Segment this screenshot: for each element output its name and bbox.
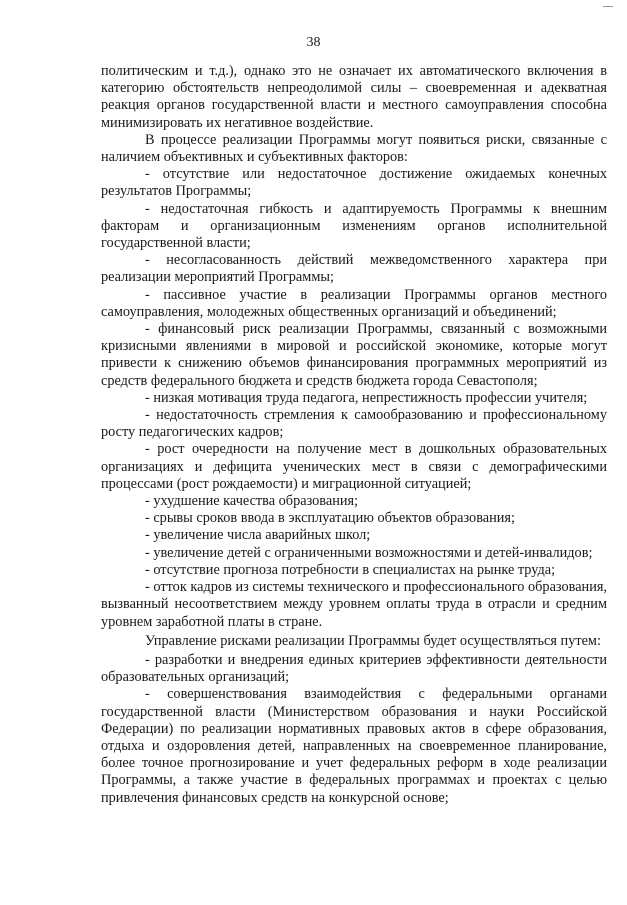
list-item-risk: - финансовый риск реализации Программы, связанный с возможными кризисными явлениями в мировой и российской экономике, которые могут привести к снижению объемов финансирования программных мероприятий из средств федерального бюджета и средств бюджета города Севастополя;: [101, 321, 607, 389]
list-item-risk: - низкая мотивация труда педагога, непрестижность профессии учителя;: [145, 389, 588, 406]
list-item-risk: - ухудшение качества образования;: [145, 493, 359, 510]
page-number: 38: [306, 35, 321, 50]
list-item-risk: - отсутствие прогноза потребности в специалистах на рынке труда;: [145, 561, 556, 578]
list-item-measure: - совершенствования взаимодействия с федеральными органами государственной власти (Министерством образования и науки Российской Федерации) по реализации нормативных правовых актов в сфере образования, отдыха и оздоровления детей, направленных на своевременное планирование, более точное прогнозирование и учет федеральных реформ в ходе реализации Программы, а также участие в федеральных программах и проектах с целью привлечения финансовых средств на конкурсной основе;: [101, 686, 607, 806]
list-item-risk: - увеличение детей с ограниченными возможностями и детей-инвалидов;: [145, 544, 593, 561]
list-item-risk: - пассивное участие в реализации Программы органов местного самоуправления, молодежных общественных организаций и объединений;: [101, 286, 607, 320]
paragraph-risks-intro: В процессе реализации Программы могут появиться риски, связанные с наличием объективных и субъективных факторов:: [101, 131, 607, 166]
list-item-measure: - разработки и внедрения единых критериев эффективности деятельности образовательных организаций;: [101, 651, 607, 686]
scan-corner-mark: [603, 0, 613, 7]
list-item-risk: - рост очередности на получение мест в дошкольных образовательных организациях и дефицита ученических мест в связи с демографическими процессами (рост рождаемости) и миграционной ситуацией;: [101, 441, 607, 492]
list-item-risk: - увеличение числа аварийных школ;: [145, 527, 371, 544]
paragraph-risk-management-intro: Управление рисками реализации Программы будет осуществляться путем:: [145, 632, 601, 649]
list-item-risk: - недостаточная гибкость и адаптируемость Программы к внешним факторам и организационным изменениям органов исполнительной государственной власти;: [101, 200, 607, 252]
list-item-risk: - срывы сроков ввода в эксплуатацию объектов образования;: [145, 510, 515, 527]
paragraph-continuation: политическим и т.д.), однако это не означает их автоматического включения в категорию обстоятельств непреодолимой силы – своевременная и адекватная реакция органов государственной власти и местного самоуправления способна минимизировать их негативное воздействие.: [101, 63, 607, 131]
list-item-risk: - недостаточность стремления к самообразованию и профессиональному росту педагогических кадров;: [101, 407, 607, 441]
list-item-risk: - несогласованность действий межведомственного характера при реализации мероприятий Программы;: [101, 252, 607, 286]
list-item-risk: - отсутствие или недостаточное достижение ожидаемых конечных результатов Программы;: [101, 166, 607, 200]
document-body: [101, 63, 607, 807]
list-item-risk: - отток кадров из системы технического и профессионального образования, вызванный несоответствием между уровнем оплаты труда в отрасли и средним уровнем заработной платы в стране.: [101, 579, 607, 630]
